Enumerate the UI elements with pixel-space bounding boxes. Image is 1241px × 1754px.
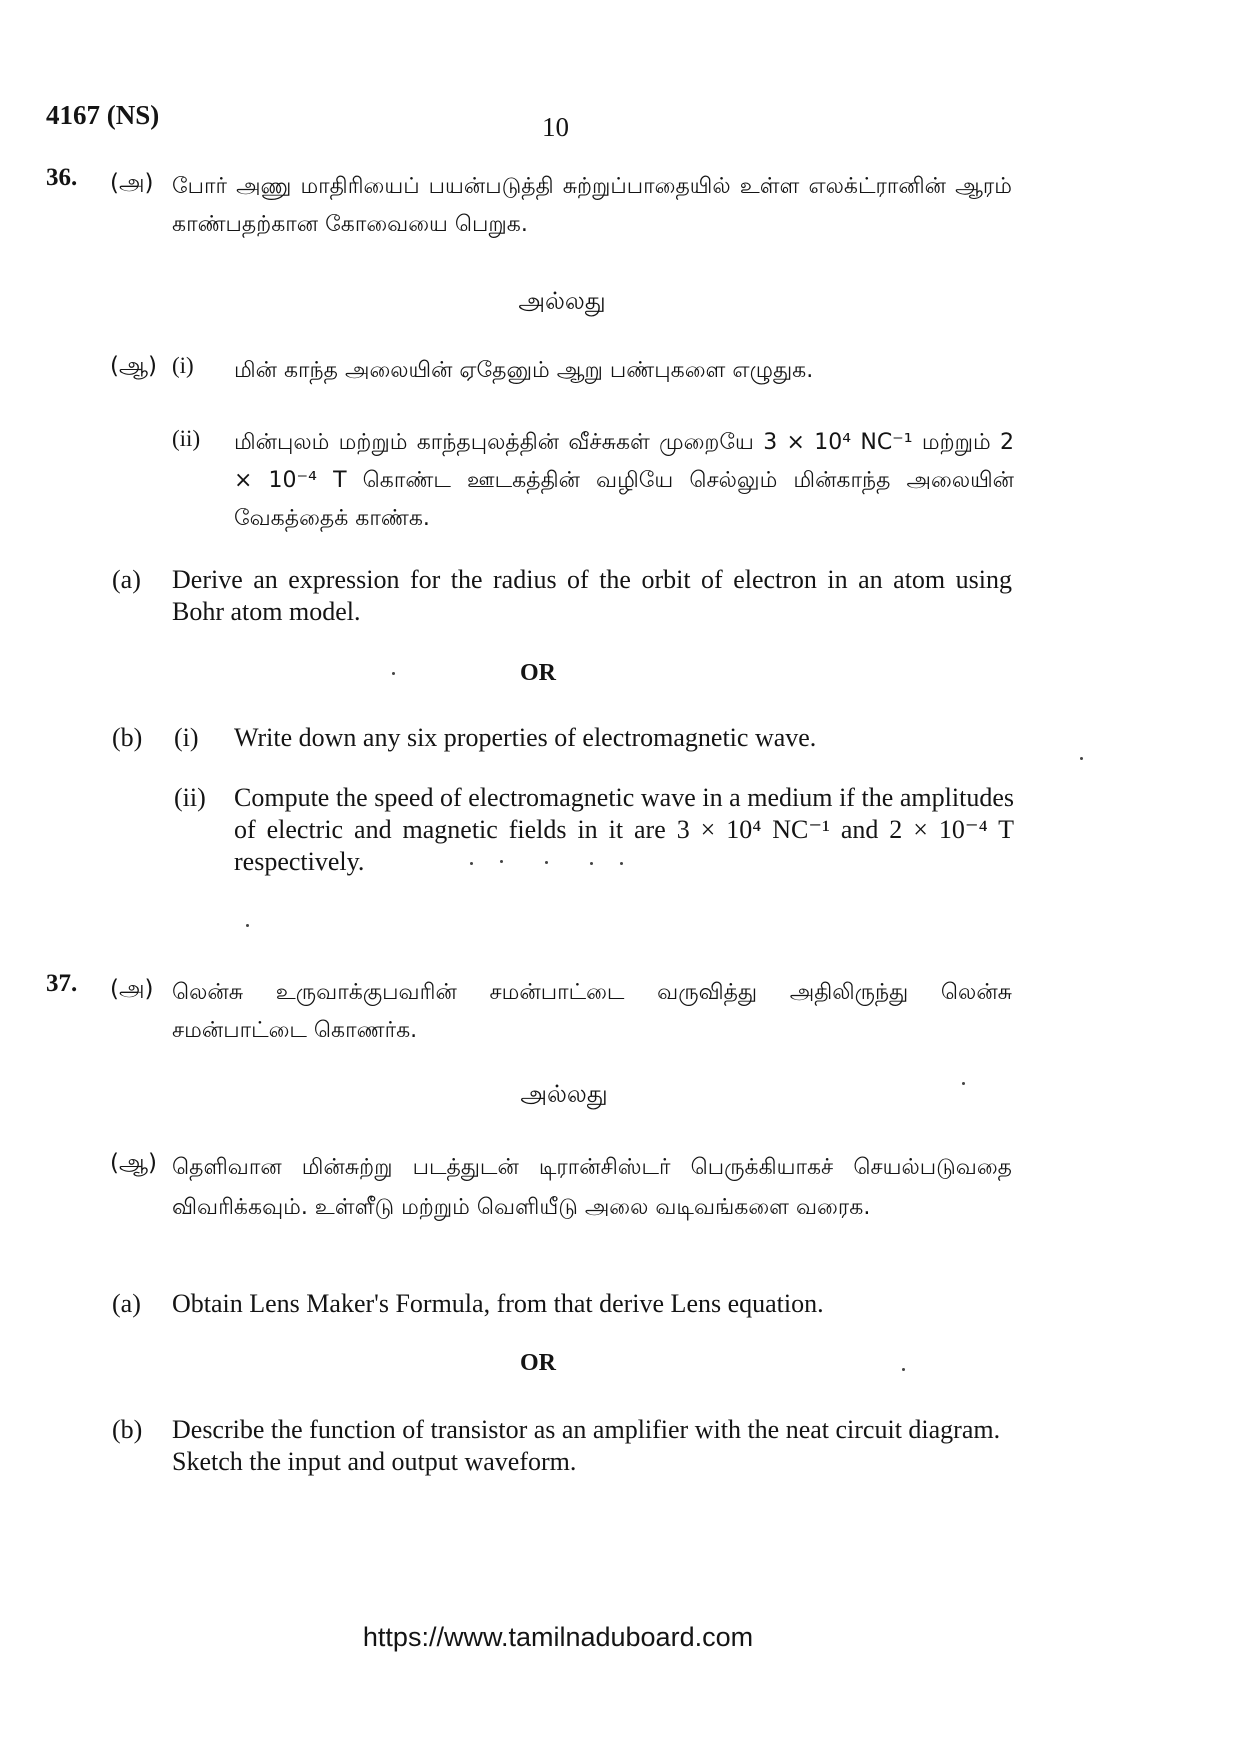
q36-b-i-tamil-label: (i) (172, 353, 194, 378)
scan-speck (962, 1082, 965, 1085)
scan-speck (902, 1368, 905, 1371)
q37-option-b-tamil-text: தெளிவான மின்சுற்று படத்துடன் டிரான்சிஸ்டர் பெருக்கியாகச் செயல்படுவதை விவரிக்கவும். உள்ளீடு மற்றும் வெளியீடு அலை வடிவங்களை வரைக. (172, 1155, 1012, 1220)
q37-option-a-label: (a) (112, 1289, 141, 1318)
q37-option-b-tamil-label: (ஆ) (110, 1150, 158, 1176)
q36-b-ii-label: (ii) (174, 783, 206, 812)
q36-option-a-text: Derive an expression for the radius of the orbit of electron in an atom using Bohr atom model. (172, 565, 1012, 626)
scan-speck (620, 862, 623, 865)
paper-code: 4167 (NS) (46, 100, 160, 130)
q36-b-i-tamil-text: மின் காந்த அலையின் ஏதேனும் ஆறு பண்புகளை எழுதுக. (234, 358, 814, 383)
q37-option-a-tamil-label: (அ) (110, 976, 154, 1002)
scan-speck (500, 860, 503, 863)
scan-speck (392, 672, 395, 675)
scan-speck (1080, 757, 1083, 760)
q37-or-tamil: அல்லது (520, 1080, 608, 1108)
q36-option-b-tamil-label: (ஆ) (110, 353, 158, 379)
q36-b-ii-tamil-text: மின்புலம் மற்றும் காந்தபுலத்தின் வீச்சுகள் முறையே 3 × 10⁴ NC⁻¹ மற்றும் 2 × 10⁻⁴ T கொண்ட ஊடகத்தின் வழியே செல்லும் மின்காந்த அலையின் வேகத்தைக் காண்க. (234, 430, 1014, 531)
q37-option-b-label: (b) (112, 1415, 143, 1444)
q37-option-b-text: Describe the function of transistor as an amplifier with the neat circuit diagram. Sketch the input and output waveform. (172, 1415, 1001, 1476)
scan-speck (470, 862, 473, 865)
footer-url[interactable]: https://www.tamilnaduboard.com (362, 1622, 754, 1652)
scan-speck (545, 861, 548, 864)
q36-or-english: OR (520, 660, 556, 686)
q36-b-ii-text: Compute the speed of electromagnetic wave in a medium if the amplitudes of electric and magnetic fields in it are 3 × 10⁴ NC⁻¹ and 2 × 10⁻⁴ T respectively. (234, 783, 1014, 876)
question-36-number: 36. (46, 164, 78, 191)
q36-option-a-tamil-label: (அ) (110, 170, 154, 196)
q36-option-a-tamil-text: போர் அணு மாதிரியைப் பயன்படுத்தி சுற்றுப்பாதையில் உள்ள எலக்ட்ரானின் ஆரம் காண்பதற்கான கோவையை பெறுக. (172, 174, 1012, 237)
q36-b-i-text: Write down any six properties of electromagnetic wave. (234, 723, 817, 752)
q36-b-i-label: (i) (174, 723, 199, 752)
q37-option-a-tamil-text: லென்சு உருவாக்குபவரின் சமன்பாட்டை வருவித்து அதிலிருந்து லென்சு சமன்பாட்டை கொணர்க. (172, 980, 1012, 1043)
q37-option-a-text: Obtain Lens Maker's Formula, from that derive Lens equation. (172, 1289, 824, 1318)
question-37-number: 37. (46, 970, 78, 997)
q37-or-english: OR (520, 1350, 556, 1376)
q36-b-ii-tamil-label: (ii) (172, 426, 201, 451)
q36-option-a-label: (a) (112, 565, 141, 594)
scan-speck (246, 924, 249, 927)
q36-option-b-label: (b) (112, 723, 143, 752)
scan-speck (590, 862, 593, 865)
q36-or-tamil: அல்லது (518, 287, 606, 315)
page-number: 10 (542, 112, 569, 142)
